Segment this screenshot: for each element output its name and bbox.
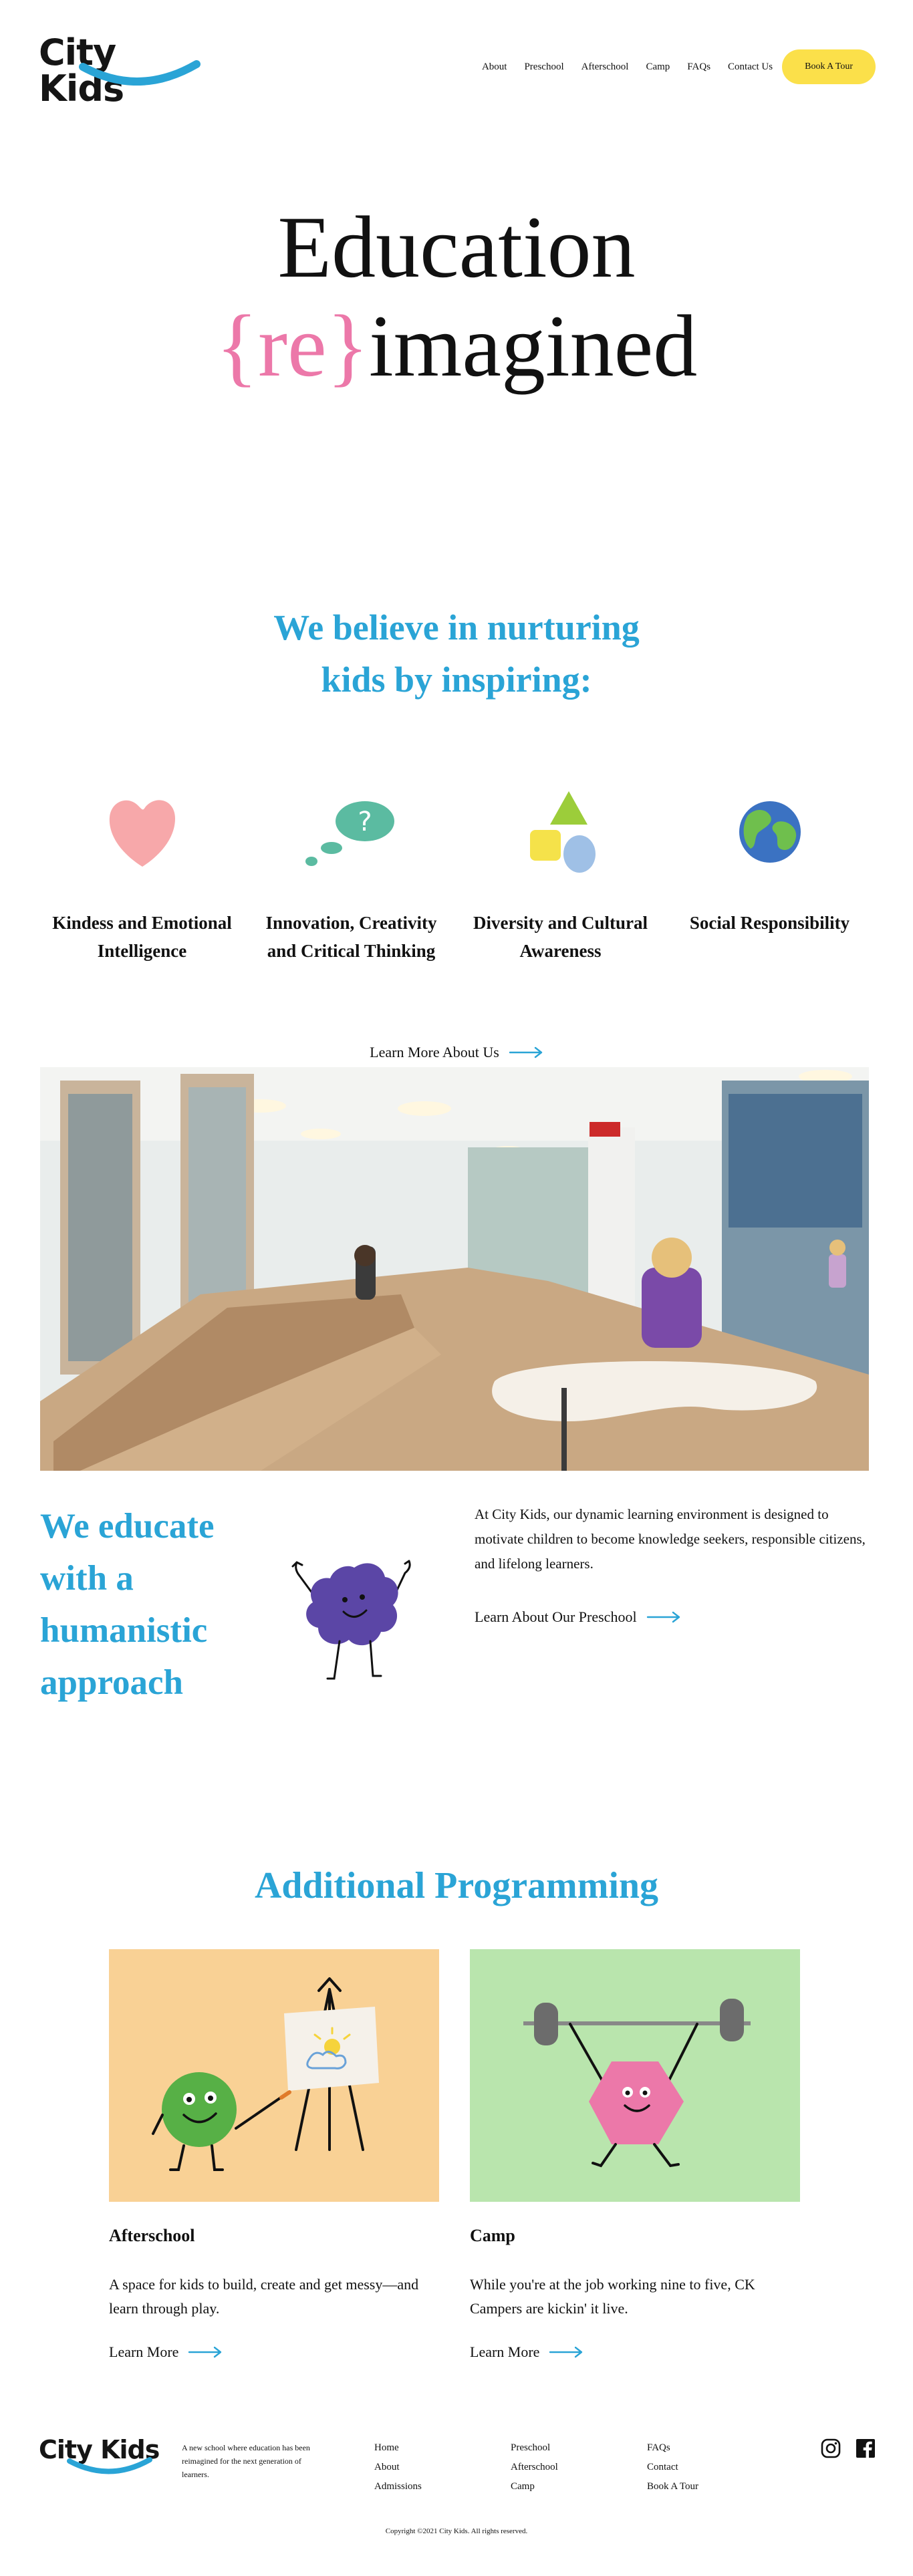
value-label: Kindess and Emotional: [52, 913, 232, 933]
humanistic-body: At City Kids, our dynamic learning environment is designed to motivate children to become knowledge seekers, responsible citizens, and lifelong learners.: [475, 1506, 866, 1572]
additional-programming-heading: Additional Programming: [254, 1865, 659, 1906]
value-label: Social Responsibility: [689, 913, 850, 933]
weightlifter-creature-icon: [470, 1949, 800, 2202]
heart-icon: [106, 792, 179, 872]
camp-illustration: [470, 1949, 800, 2202]
values-row: [37, 782, 876, 965]
learn-about-preschool-label: Learn About Our Preschool: [475, 1608, 637, 1625]
footer-link-admissions[interactable]: Admissions: [374, 2481, 422, 2492]
site-header: [0, 0, 913, 134]
classroom-photo: [40, 1067, 869, 1471]
program-card-afterschool: [109, 1949, 439, 2361]
believe-line-1: We believe in nurturing: [273, 607, 640, 648]
value-label: Awareness: [519, 941, 602, 961]
footer-link-faqs[interactable]: FAQs: [647, 2442, 670, 2453]
card-description: While you're at the job working nine to five, CK Campers are kickin' it live.: [470, 2276, 755, 2317]
arrow-right-icon: [646, 1611, 681, 1623]
footer-col-2: [511, 2438, 558, 2496]
program-card-camp: [470, 1949, 800, 2361]
thought-bubble-icon: [298, 792, 405, 872]
footer-col-1: [374, 2438, 422, 2496]
value-label: Intelligence: [97, 941, 187, 961]
footer-link-preschool[interactable]: Preschool: [511, 2442, 551, 2453]
classroom-illustration: [40, 1067, 869, 1471]
city-kids-logo[interactable]: [39, 31, 213, 110]
humanistic-line: We educate: [40, 1507, 215, 1546]
learn-more-about-label: Learn More About Us: [370, 1044, 499, 1060]
instagram-icon: [821, 2438, 841, 2458]
nav-preschool[interactable]: Preschool: [524, 61, 564, 72]
footer-logo[interactable]: [39, 2437, 159, 2462]
value-label: and Critical Thinking: [267, 941, 436, 961]
afterschool-illustration: [109, 1949, 439, 2202]
arrow-right-icon: [509, 1046, 543, 1058]
value-kindness: [37, 782, 247, 965]
hero-rest: imagined: [369, 297, 698, 395]
site-footer: [0, 2416, 913, 2576]
footer-link-camp[interactable]: Camp: [511, 2481, 535, 2492]
footer-col-3: [647, 2438, 698, 2496]
purple-monster-icon: [287, 1549, 421, 1696]
humanistic-text-block: [475, 1502, 869, 1630]
footer-tagline: A new school where education has been reimagined for the next generation of learners.: [182, 2443, 310, 2479]
painter-creature-icon: [109, 1949, 439, 2202]
humanistic-line: with a: [40, 1559, 134, 1598]
footer-link-contact[interactable]: Contact: [647, 2462, 678, 2472]
purple-creature-illustration: [287, 1549, 421, 1699]
footer-logo-smile-icon: [66, 2456, 166, 2474]
value-label: Diversity and Cultural: [473, 913, 648, 933]
camp-learn-more-link[interactable]: [470, 2343, 583, 2361]
value-diversity: [456, 782, 665, 965]
humanistic-heading: [40, 1500, 281, 1709]
believe-line-2: kids by inspiring:: [321, 660, 592, 700]
social-links: [821, 2438, 876, 2462]
learn-about-preschool-link[interactable]: [475, 1604, 681, 1629]
about-link-row: [0, 1044, 913, 1061]
logo-wordmark: City Kids: [39, 31, 124, 110]
footer-link-afterschool[interactable]: Afterschool: [511, 2462, 558, 2472]
book-tour-button[interactable]: Book A Tour: [782, 49, 876, 84]
globe-icon: [733, 795, 807, 869]
nav-contact[interactable]: Contact Us: [728, 61, 773, 72]
value-label: Innovation, Creativity: [265, 913, 437, 933]
hero-highlight: {re}: [215, 297, 370, 395]
shapes-icon: [521, 789, 601, 875]
nav-afterschool[interactable]: Afterschool: [581, 61, 629, 72]
believe-heading: [0, 601, 913, 706]
learn-more-label: Learn More: [109, 2343, 179, 2360]
footer-link-home[interactable]: Home: [374, 2442, 399, 2453]
value-innovation: [247, 782, 456, 965]
footer-link-book-tour[interactable]: Book A Tour: [647, 2481, 699, 2492]
card-title: Camp: [470, 2226, 515, 2245]
hero-line-1: Education: [277, 198, 636, 296]
card-description: A space for kids to build, create and get messy—and learn through play.: [109, 2276, 419, 2317]
facebook-link[interactable]: [856, 2438, 876, 2462]
main-nav: [465, 49, 876, 84]
nav-camp[interactable]: Camp: [646, 61, 670, 72]
copyright-text: Copyright ©2021 City Kids. All rights reserved.: [385, 2527, 528, 2535]
logo-smile-icon: [78, 59, 211, 86]
humanistic-line: approach: [40, 1663, 184, 1702]
footer-logo-wordmark: City Kids: [39, 2435, 160, 2464]
humanistic-line: humanistic: [40, 1611, 208, 1650]
nav-faqs[interactable]: FAQs: [687, 61, 711, 72]
afterschool-learn-more-link[interactable]: [109, 2343, 223, 2361]
arrow-right-icon: [188, 2346, 223, 2358]
nav-about[interactable]: About: [481, 61, 507, 72]
arrow-right-icon: [549, 2346, 583, 2358]
facebook-icon: [856, 2438, 876, 2458]
hero-line-2: [0, 297, 913, 396]
learn-more-about-link[interactable]: [370, 1044, 543, 1061]
card-title: Afterschool: [109, 2226, 195, 2245]
hero-heading: [0, 198, 913, 396]
instagram-link[interactable]: [821, 2438, 841, 2462]
svg-text:?: ?: [357, 807, 372, 837]
learn-more-label: Learn More: [470, 2343, 540, 2360]
value-social: [665, 782, 874, 965]
footer-link-about[interactable]: About: [374, 2462, 400, 2472]
